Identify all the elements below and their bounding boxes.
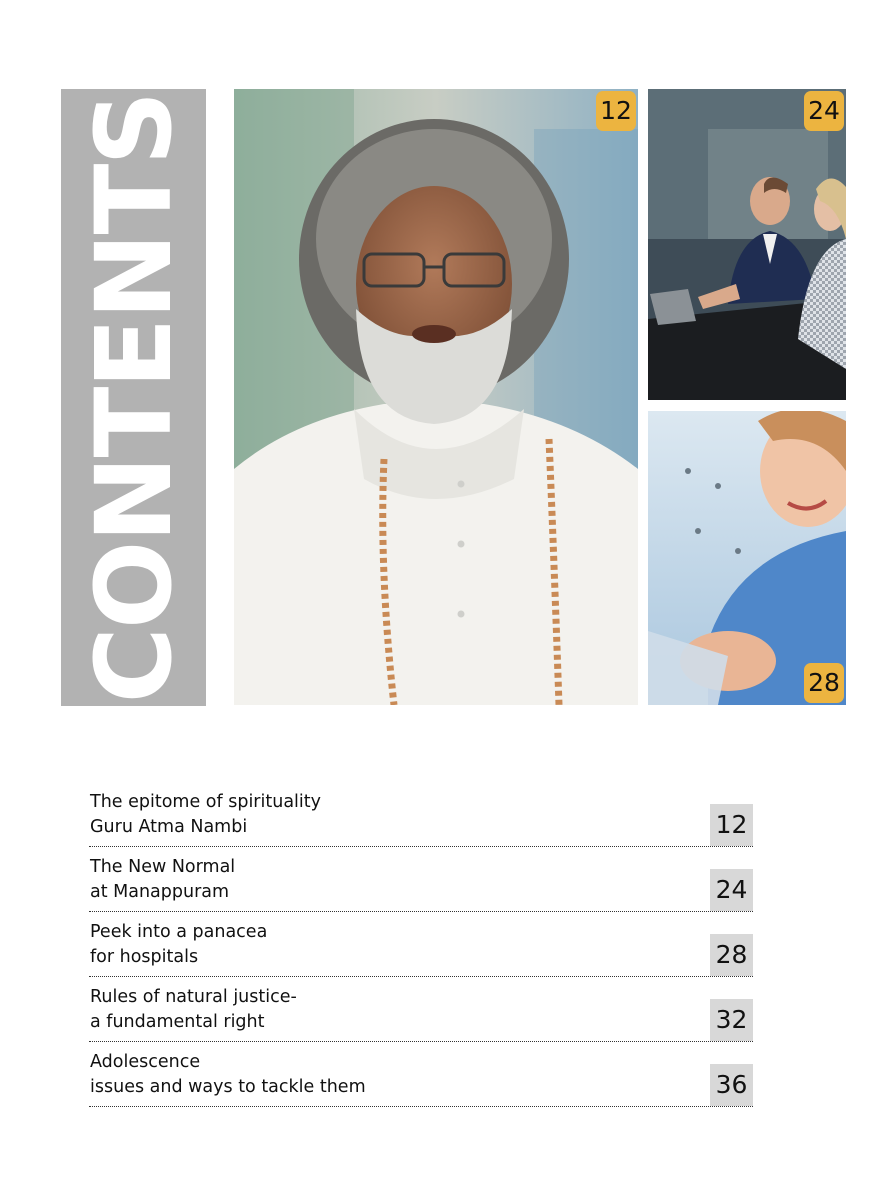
toc-entry[interactable] xyxy=(89,985,753,1042)
toc-entry-title: The New Normal at Manappuram xyxy=(90,857,236,902)
feature-photo-main[interactable] xyxy=(234,89,638,705)
page-badge: 24 xyxy=(804,91,844,131)
toc-entry[interactable] xyxy=(89,790,753,847)
page-badge: 12 xyxy=(596,91,636,131)
toc-entry-title: Adolescence issues and ways to tackle them xyxy=(90,1052,366,1097)
toc-page-number: 32 xyxy=(710,999,753,1041)
toc-entry-title: Peek into a panacea for hospitals xyxy=(90,922,268,967)
toc-page-number: 24 xyxy=(710,869,753,911)
contents-banner xyxy=(61,89,206,706)
portrait-illustration xyxy=(234,89,638,705)
toc-page-number: 36 xyxy=(710,1064,753,1106)
toc-page-number: 12 xyxy=(710,804,753,846)
contents-heading: CONTENTS xyxy=(72,92,195,703)
toc-entry[interactable] xyxy=(89,855,753,912)
feature-photo-meeting[interactable] xyxy=(648,89,846,400)
page-badge: 28 xyxy=(804,663,844,703)
toc-entry-title: Rules of natural justice- a fundamental right xyxy=(90,987,297,1032)
table-of-contents xyxy=(89,790,753,1115)
toc-entry[interactable] xyxy=(89,1050,753,1107)
toc-entry[interactable] xyxy=(89,920,753,977)
toc-page-number: 28 xyxy=(710,934,753,976)
toc-entry-title: The epitome of spirituality Guru Atma Nambi xyxy=(90,792,321,837)
child-illustration xyxy=(648,411,846,705)
feature-photo-child[interactable] xyxy=(648,411,846,705)
meeting-illustration xyxy=(648,89,846,400)
